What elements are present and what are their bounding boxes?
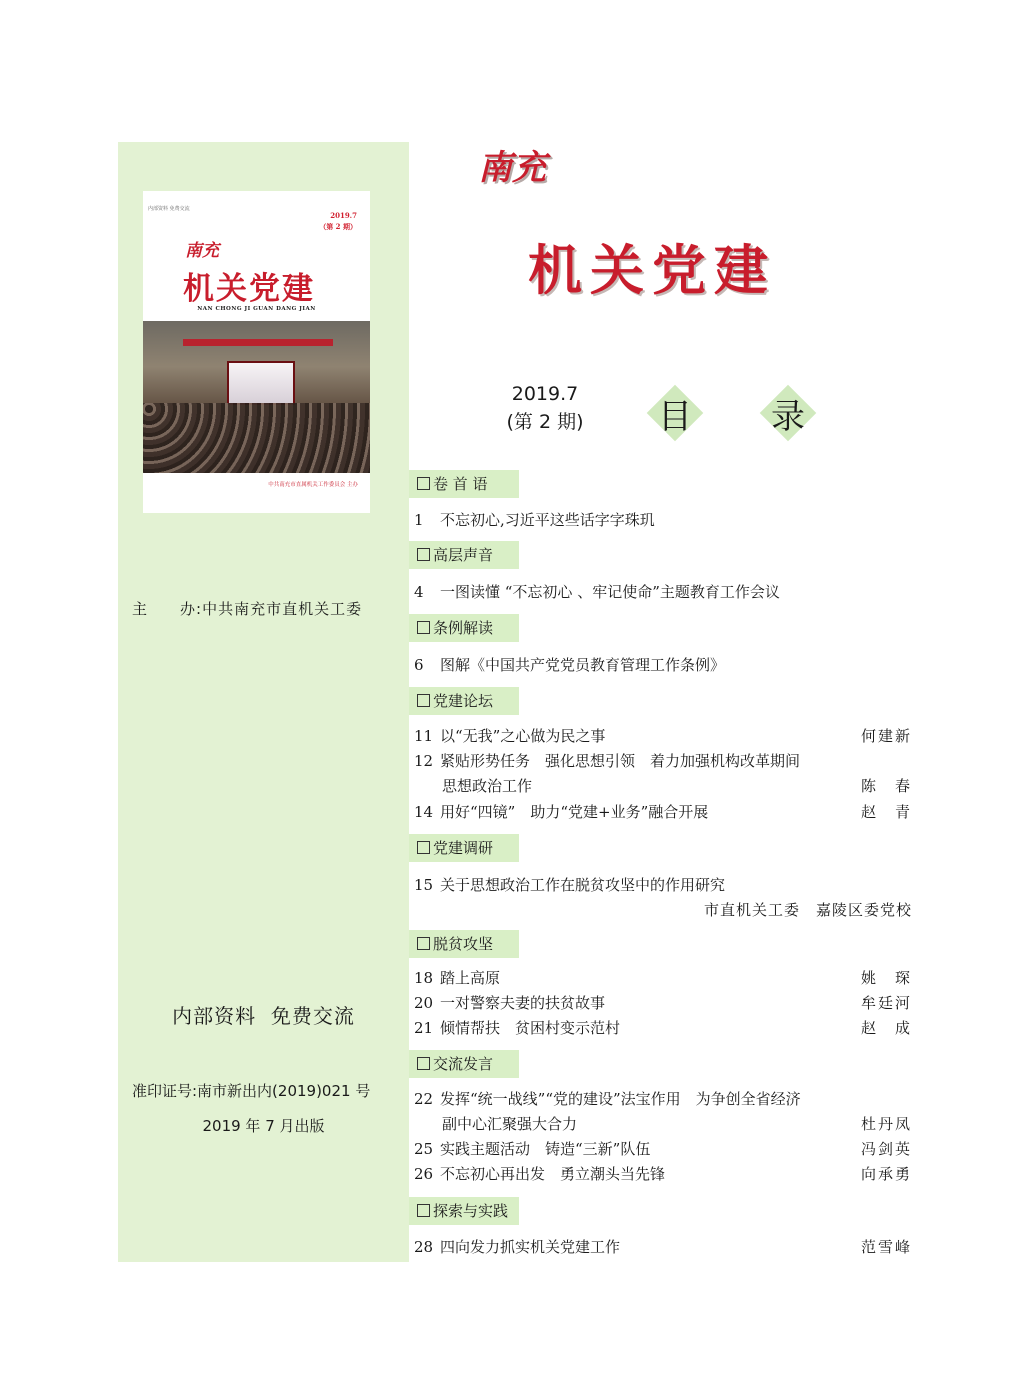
- section-header: [409, 687, 519, 715]
- publication-date: 2019 年 7 月出版: [202, 1117, 325, 1135]
- page-number: 26: [414, 1165, 434, 1183]
- article-author: 赵 成: [860, 1019, 912, 1037]
- cover-photo-banner: [183, 339, 333, 346]
- toc-entry[interactable]: [414, 1164, 912, 1184]
- article-author: 向承勇: [860, 1165, 912, 1183]
- checkbox-icon: [417, 937, 430, 950]
- permit-number: 准印证号:南市新出内(2019)021 号: [132, 1082, 371, 1100]
- cover-top-note: 内部资料 免费交流: [148, 206, 190, 212]
- cover-issue-number: （第 2 期）: [319, 222, 357, 231]
- toc-entry[interactable]: [414, 510, 912, 530]
- page-number: 22: [414, 1090, 434, 1108]
- article-title: 踏上高原: [440, 969, 501, 987]
- cover-photo: [143, 321, 370, 473]
- toc-entry-continuation[interactable]: [442, 1114, 912, 1134]
- section-header: [409, 614, 519, 642]
- toc-entry[interactable]: [414, 993, 912, 1013]
- section-header: [409, 470, 519, 498]
- article-affiliation: 市直机关工委 嘉陵区委党校: [703, 901, 912, 919]
- page-number: 6: [414, 656, 424, 674]
- toc-entry-continuation[interactable]: [442, 776, 912, 796]
- page-number: 14: [414, 803, 434, 821]
- issue-info: [490, 380, 600, 436]
- article-title: 用好“四镜” 助力“党建+业务”融合开展: [440, 803, 709, 821]
- article-author: 杜丹凤: [860, 1115, 912, 1133]
- toc-heading-char-1: [647, 385, 703, 441]
- toc-entry[interactable]: [414, 1139, 912, 1159]
- section-header: [409, 1197, 519, 1225]
- section-title: 党建论坛: [433, 692, 494, 710]
- masthead-small-title: 南充: [478, 148, 546, 188]
- section-title: 党建调研: [433, 839, 494, 857]
- checkbox-icon: [417, 548, 430, 561]
- toc-entry[interactable]: [414, 1237, 912, 1257]
- page-number: 25: [414, 1140, 434, 1158]
- sponsor-colon: :: [196, 600, 203, 618]
- article-title-continued: 思想政治工作: [442, 777, 533, 795]
- checkbox-icon: [417, 841, 430, 854]
- section-title: 交流发言: [433, 1055, 494, 1073]
- article-title: 四向发力抓实机关党建工作: [440, 1238, 621, 1256]
- checkbox-icon: [417, 694, 430, 707]
- toc-entry[interactable]: [414, 582, 912, 602]
- section-title: 高层声音: [433, 546, 494, 564]
- issue-date: 2019.7: [511, 383, 579, 405]
- page-number: 1: [414, 511, 424, 529]
- toc-heading-text: 目: [658, 397, 692, 437]
- page-number: 11: [414, 727, 434, 745]
- section-title: 脱贫攻坚: [433, 935, 494, 953]
- cover-issue-year: 2019.7: [330, 211, 357, 220]
- section-header: [409, 1050, 519, 1078]
- article-author: 赵 青: [860, 803, 912, 821]
- article-author: 范雪峰: [860, 1238, 912, 1256]
- internal-notice: 内部资料 免费交流: [172, 1004, 355, 1028]
- section-header: [409, 930, 519, 958]
- cover-organizer: 中共南充市直属机关工作委员会 主办: [268, 482, 358, 488]
- cover-big-title: 机关党建: [183, 271, 315, 307]
- page-number: 15: [414, 876, 434, 894]
- toc-heading-char-2: [760, 385, 816, 441]
- article-author: 陈 春: [860, 777, 912, 795]
- page-number: 18: [414, 969, 434, 987]
- cover-photo-screen: [227, 361, 295, 405]
- checkbox-icon: [417, 621, 430, 634]
- toc-entry[interactable]: [414, 875, 912, 895]
- page-number: 20: [414, 994, 434, 1012]
- cover-small-title: 南充: [185, 241, 219, 261]
- cover-pinyin: NAN CHONG JI GUAN DANG JIAN: [197, 306, 316, 312]
- toc-entry[interactable]: [414, 726, 912, 746]
- article-title: 以“无我”之心做为民之事: [440, 727, 606, 745]
- checkbox-icon: [417, 1057, 430, 1070]
- checkbox-icon: [417, 1204, 430, 1217]
- page-number: 4: [414, 583, 424, 601]
- article-title: 图解《中国共产党党员教育管理工作条例》: [440, 656, 726, 674]
- article-title: 关于思想政治工作在脱贫攻坚中的作用研究: [440, 876, 726, 894]
- page-number: 28: [414, 1238, 434, 1256]
- section-title: 探索与实践: [433, 1202, 509, 1220]
- toc-entry[interactable]: [414, 802, 912, 822]
- magazine-cover: [143, 191, 370, 513]
- article-author: 牟廷河: [860, 994, 912, 1012]
- toc-entry[interactable]: [414, 1089, 912, 1109]
- article-title: 不忘初心再出发 勇立潮头当先锋: [440, 1165, 666, 1183]
- article-title: 一对警察夫妻的扶贫故事: [440, 994, 606, 1012]
- article-title: 倾情帮扶 贫困村变示范村: [440, 1019, 621, 1037]
- masthead-big-title: 机关党建: [528, 239, 776, 302]
- section-title: 条例解读: [433, 619, 494, 637]
- article-title: 紧贴形势任务 强化思想引领 着力加强机构改革期间: [440, 752, 801, 770]
- sponsor-value: 中共南充市直机关工委: [202, 600, 363, 618]
- toc-entry[interactable]: [414, 751, 912, 771]
- toc-entry[interactable]: [414, 1018, 912, 1038]
- article-title: 不忘初心,习近平这些话字字珠玑: [440, 511, 655, 529]
- issue-number: (第 2 期): [506, 411, 584, 433]
- page-number: 12: [414, 752, 434, 770]
- toc-entry[interactable]: [414, 968, 912, 988]
- article-title: 发挥“统一战线”“党的建设”法宝作用 为争创全省经济: [440, 1090, 801, 1108]
- article-author: 姚 琛: [860, 969, 912, 987]
- sponsor-line: [132, 598, 362, 619]
- article-title-continued: 副中心汇聚强大合力: [442, 1115, 578, 1133]
- checkbox-icon: [417, 477, 430, 490]
- article-title: 一图读懂 “不忘初心 、牢记使命”主题教育工作会议: [440, 583, 780, 601]
- sponsor-label: 主 办: [132, 600, 197, 618]
- article-title: 实践主题活动 铸造“三新”队伍: [440, 1140, 651, 1158]
- section-title: 卷 首 语: [433, 475, 488, 493]
- cover-photo-audience: [143, 403, 370, 473]
- article-author: 冯剑英: [860, 1140, 912, 1158]
- section-header: [409, 541, 519, 569]
- toc-entry[interactable]: [414, 655, 912, 675]
- toc-heading-text: 录: [771, 397, 805, 437]
- cover-issue: [319, 210, 357, 232]
- section-header: [409, 834, 519, 862]
- article-author: 何建新: [860, 727, 912, 745]
- page-number: 21: [414, 1019, 434, 1037]
